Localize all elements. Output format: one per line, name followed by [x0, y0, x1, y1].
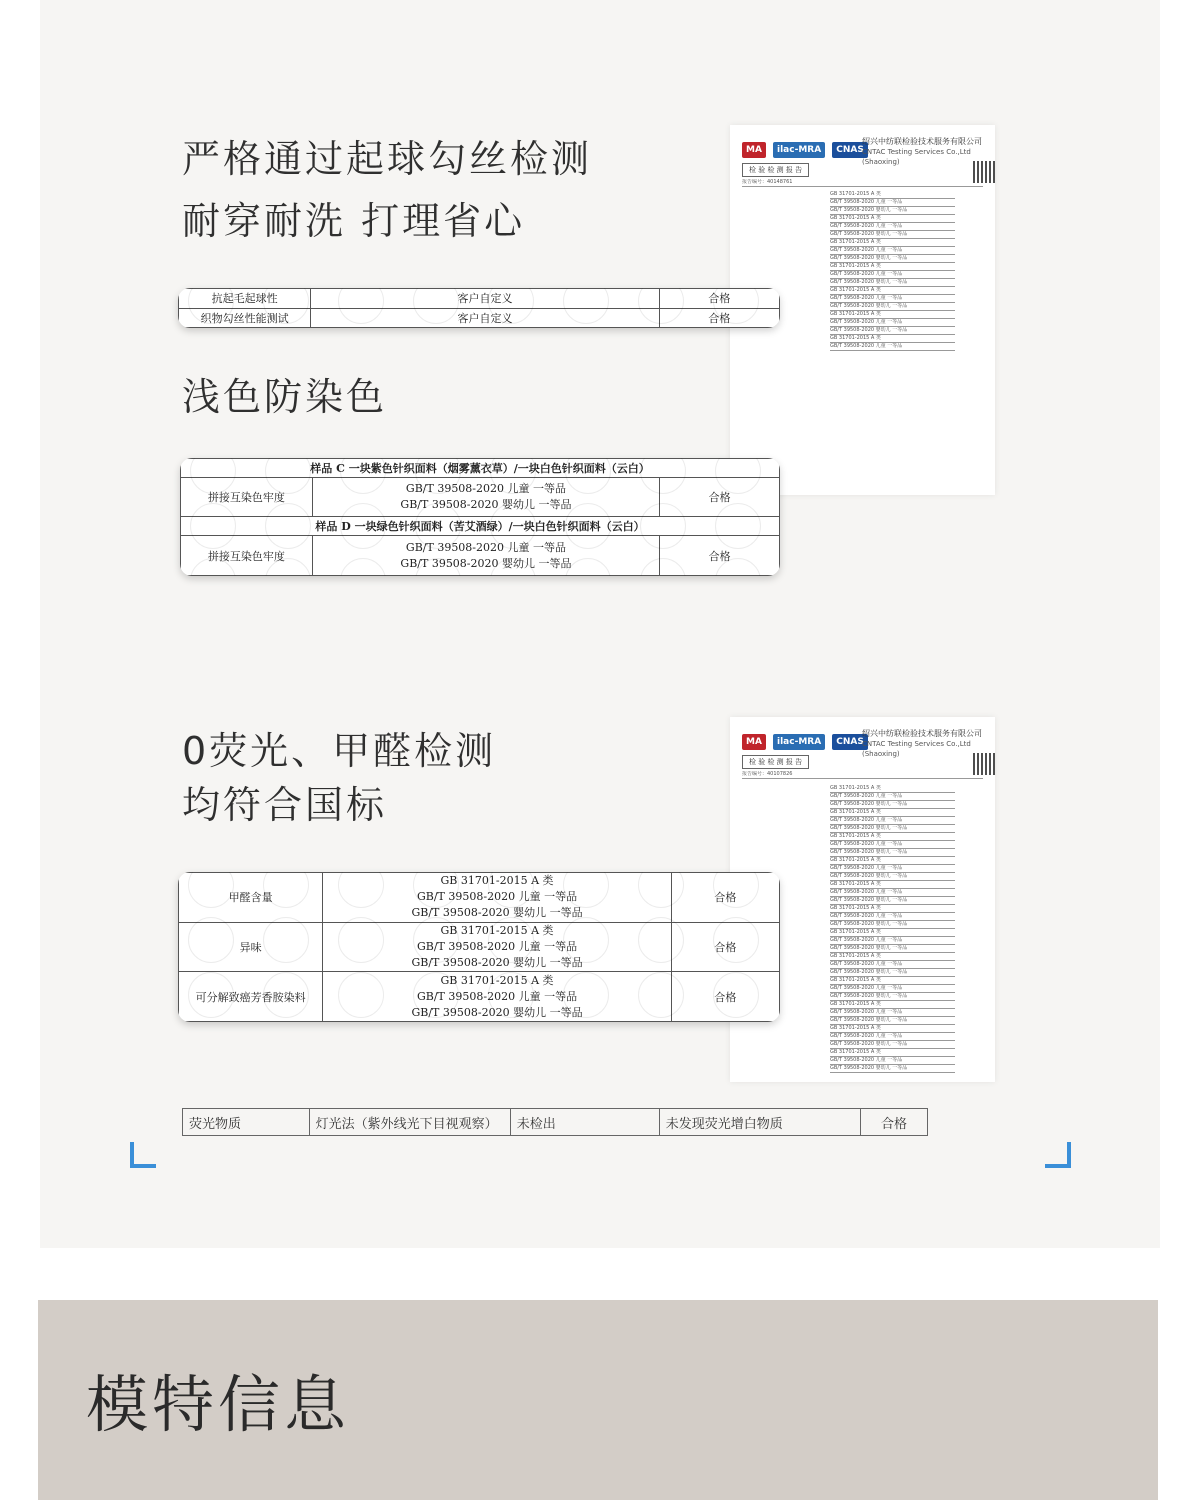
standard-line: GB/T 39508-2020 儿童 一等品 — [405, 482, 567, 496]
report-line: GB 31701-2015 A 类 — [830, 1001, 955, 1009]
frame-corner-right — [1045, 1142, 1071, 1168]
section3-heading-line2: 均符合国标 — [182, 783, 388, 827]
standard-cell — [323, 972, 672, 1022]
item-cell: 荧光物质 — [183, 1109, 310, 1136]
report-line: GB/T 39508-2020 儿童 一等品 — [830, 817, 955, 825]
formaldehyde-table — [179, 873, 780, 1022]
model-info-section — [38, 1300, 1158, 1500]
report-line: GB/T 39508-2020 儿童 一等品 — [830, 793, 955, 801]
report-line: GB/T 39508-2020 婴幼儿 一等品 — [830, 897, 955, 905]
report-title: 检 验 检 测 报 告 — [742, 163, 809, 177]
result-cell: 合格 — [860, 1109, 927, 1136]
cma-logo: MA — [742, 142, 766, 158]
report-line: GB 31701-2015 A 类 — [830, 857, 955, 865]
item-cell: 织物勾丝性能测试 — [179, 308, 311, 328]
model-info-title: 模特信息 — [86, 1368, 351, 1441]
fluorescence-row — [182, 1108, 928, 1136]
report-company: 绍兴中纺联检验技术服务有限公司 — [862, 729, 982, 738]
item-cell: 拼接互染色牢度 — [181, 477, 313, 517]
standard-line: GB/T 39508-2020 婴幼儿 一等品 — [400, 556, 572, 570]
standard-cell: 客户自定义 — [311, 289, 660, 309]
sample-c-header: 样品 C 一块紫色针织面料（烟雾薰衣草）/一块白色针织面料（云白） — [181, 459, 780, 478]
report-line: GB/T 39508-2020 儿童 一等品 — [830, 889, 955, 897]
report-line: GB 31701-2015 A 类 — [830, 287, 955, 295]
result-cell: 合格 — [671, 922, 779, 972]
pilling-table — [179, 289, 780, 328]
report-line: GB 31701-2015 A 类 — [830, 191, 955, 199]
report-line: GB/T 39508-2020 儿童 一等品 — [830, 223, 955, 231]
report-line: GB/T 39508-2020 儿童 一等品 — [830, 985, 955, 993]
report-line: GB/T 39508-2020 儿童 一等品 — [830, 841, 955, 849]
report-line: GB/T 39508-2020 婴幼儿 一等品 — [830, 1065, 955, 1073]
ilac-logo: ilac-MRA — [773, 142, 825, 158]
section1-heading-line1: 严格通过起球勾丝检测 — [182, 137, 593, 181]
standard-line: GB/T 39508-2020 儿童 一等品 — [416, 890, 578, 904]
report-line: GB 31701-2015 A 类 — [830, 263, 955, 271]
standard-line: GB/T 39508-2020 儿童 一等品 — [416, 939, 578, 953]
report-line: GB 31701-2015 A 类 — [830, 929, 955, 937]
report-line: GB/T 39508-2020 婴幼儿 一等品 — [830, 801, 955, 809]
standard-line: GB/T 39508-2020 儿童 一等品 — [416, 989, 578, 1003]
standard-line: GB/T 39508-2020 婴幼儿 一等品 — [411, 955, 583, 969]
standard-line: GB/T 39508-2020 婴幼儿 一等品 — [411, 906, 583, 920]
report-line: GB 31701-2015 A 类 — [830, 785, 955, 793]
standard-cell — [323, 873, 672, 923]
ilac-logo: ilac-MRA — [773, 734, 825, 750]
report-line: GB 31701-2015 A 类 — [830, 311, 955, 319]
report-line: GB/T 39508-2020 婴幼儿 一等品 — [830, 993, 955, 1001]
report-line: GB/T 39508-2020 婴幼儿 一等品 — [830, 969, 955, 977]
report-line: GB 31701-2015 A 类 — [830, 905, 955, 913]
report-line: GB 31701-2015 A 类 — [830, 833, 955, 841]
result-cell: 合格 — [671, 873, 779, 923]
report-company-en: CNTAC Testing Services Co.,Ltd (Shaoxing) — [862, 148, 971, 166]
report-line: GB 31701-2015 A 类 — [830, 953, 955, 961]
report-line: GB/T 39508-2020 儿童 一等品 — [830, 961, 955, 969]
result-cell: 合格 — [659, 308, 779, 328]
report-line: GB/T 39508-2020 儿童 一等品 — [830, 913, 955, 921]
standard-line: GB 31701-2015 A 类 — [440, 874, 554, 888]
report-line: GB/T 39508-2020 婴幼儿 一等品 — [830, 1017, 955, 1025]
report-line: GB/T 39508-2020 婴幼儿 一等品 — [830, 921, 955, 929]
item-cell: 可分解致癌芳香胺染料 — [179, 972, 323, 1022]
report-line: GB/T 39508-2020 儿童 一等品 — [830, 1057, 955, 1065]
report-line: GB/T 39508-2020 婴幼儿 一等品 — [830, 279, 955, 287]
report-line: GB 31701-2015 A 类 — [830, 335, 955, 343]
result-cell: 合格 — [660, 477, 780, 517]
item-cell: 抗起毛起球性 — [179, 289, 311, 309]
standard-line: GB/T 39508-2020 婴幼儿 一等品 — [400, 498, 572, 512]
report-line: GB/T 39508-2020 婴幼儿 一等品 — [830, 327, 955, 335]
report-line: GB/T 39508-2020 婴幼儿 一等品 — [830, 231, 955, 239]
report-line: GB/T 39508-2020 儿童 一等品 — [830, 1009, 955, 1017]
report-line: GB 31701-2015 A 类 — [830, 809, 955, 817]
report-line: GB 31701-2015 A 类 — [830, 239, 955, 247]
report-line: GB/T 39508-2020 婴幼儿 一等品 — [830, 255, 955, 263]
report-line: GB/T 39508-2020 儿童 一等品 — [830, 199, 955, 207]
pilling-table-card — [178, 288, 780, 328]
cma-logo: MA — [742, 734, 766, 750]
standard-cell: 客户自定义 — [311, 308, 660, 328]
standard-line: GB/T 39508-2020 婴幼儿 一等品 — [411, 1005, 583, 1019]
frame-corner-left — [130, 1142, 156, 1168]
report-line: GB/T 39508-2020 婴幼儿 一等品 — [830, 945, 955, 953]
section3-heading-line1: 0荧光、甲醛检测 — [182, 729, 497, 773]
report-line: GB/T 39508-2020 儿童 一等品 — [830, 343, 955, 351]
report-line: GB/T 39508-2020 婴幼儿 一等品 — [830, 873, 955, 881]
standard-line: GB/T 39508-2020 儿童 一等品 — [405, 540, 567, 554]
report-line: GB 31701-2015 A 类 — [830, 1025, 955, 1033]
item-cell: 甲醛含量 — [179, 873, 323, 923]
report-line: GB/T 39508-2020 儿童 一等品 — [830, 295, 955, 303]
formaldehyde-table-card — [178, 872, 780, 1022]
report-line: GB/T 39508-2020 儿童 一等品 — [830, 319, 955, 327]
result-cell: 合格 — [671, 972, 779, 1022]
report-number: 报告编号：40148761 — [742, 179, 983, 187]
report-line: GB/T 39508-2020 婴幼儿 一等品 — [830, 303, 955, 311]
report-line: GB/T 39508-2020 儿童 一等品 — [830, 937, 955, 945]
report-line: GB 31701-2015 A 类 — [830, 881, 955, 889]
section2-heading: 浅色防染色 — [182, 375, 388, 419]
finding-cell: 未发现荧光增白物质 — [659, 1109, 860, 1136]
report-line: GB/T 39508-2020 婴幼儿 一等品 — [830, 207, 955, 215]
report-line: GB 31701-2015 A 类 — [830, 977, 955, 985]
report-line: GB 31701-2015 A 类 — [830, 215, 955, 223]
method-cell: 灯光法（紫外线光下目视观察） — [309, 1109, 510, 1136]
report-line: GB/T 39508-2020 儿童 一等品 — [830, 271, 955, 279]
cnas-logo: CNAS — [832, 734, 868, 750]
report-line: GB 31701-2015 A 类 — [830, 1049, 955, 1057]
report-company-en: CNTAC Testing Services Co.,Ltd (Shaoxing) — [862, 740, 971, 758]
report-line: GB/T 39508-2020 婴幼儿 一等品 — [830, 849, 955, 857]
result-cell: 合格 — [659, 289, 779, 309]
report-company: 绍兴中纺联检验技术服务有限公司 — [862, 137, 982, 146]
item-cell: 拼接互染色牢度 — [181, 536, 313, 576]
cnas-logo: CNAS — [832, 142, 868, 158]
report-line: GB/T 39508-2020 婴幼儿 一等品 — [830, 1041, 955, 1049]
result-cell: 合格 — [660, 536, 780, 576]
standard-cell — [312, 477, 659, 517]
standard-cell — [312, 536, 659, 576]
report-number: 报告编号：40107826 — [742, 771, 983, 779]
standard-cell — [323, 922, 672, 972]
report-line: GB/T 39508-2020 婴幼儿 一等品 — [830, 825, 955, 833]
sample-d-header: 样品 D 一块绿色针织面料（苦艾酒绿）/一块白色针织面料（云白） — [181, 517, 780, 536]
section1-heading-line2: 耐穿耐洗 打理省心 — [182, 199, 526, 243]
detect-cell: 未检出 — [510, 1109, 659, 1136]
item-cell: 异味 — [179, 922, 323, 972]
report-title: 检 验 检 测 报 告 — [742, 755, 809, 769]
standard-line: GB 31701-2015 A 类 — [440, 923, 554, 937]
standard-line: GB 31701-2015 A 类 — [440, 973, 554, 987]
report-line: GB/T 39508-2020 儿童 一等品 — [830, 247, 955, 255]
colorfastness-table — [181, 459, 780, 576]
report-line: GB/T 39508-2020 儿童 一等品 — [830, 865, 955, 873]
colorfastness-table-card — [180, 458, 780, 576]
report-line: GB/T 39508-2020 儿童 一等品 — [830, 1033, 955, 1041]
